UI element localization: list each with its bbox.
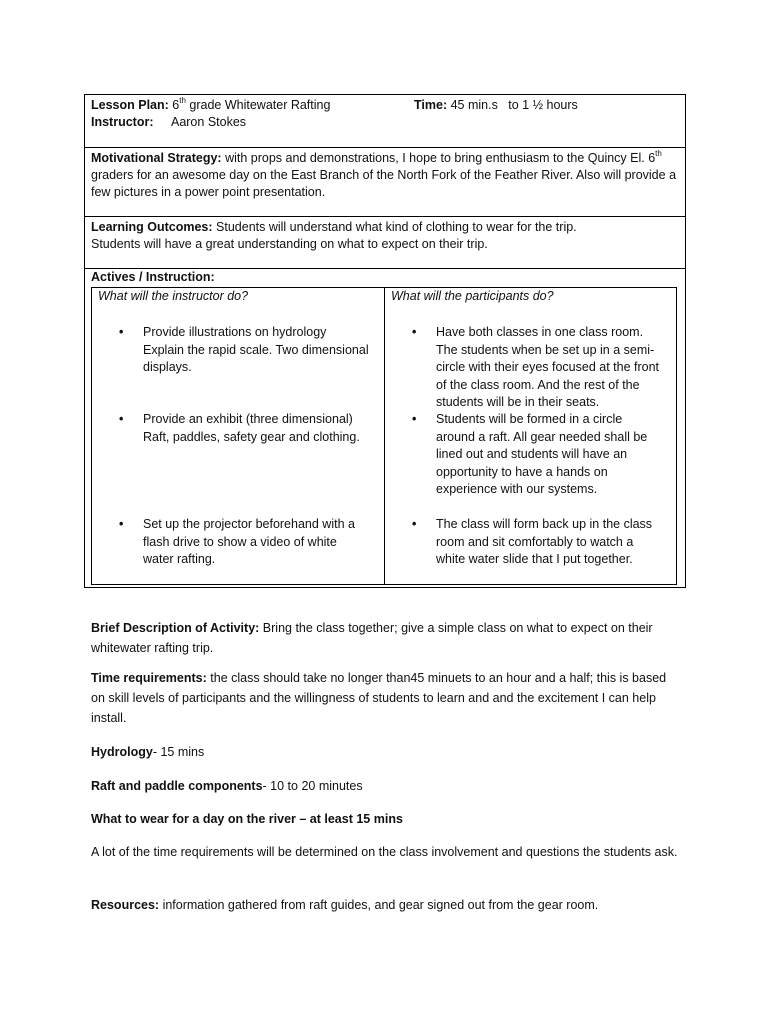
- instructor-item-text: Set up the projector beforehand with a flash drive to show a video of white water rafting.: [143, 517, 355, 566]
- instruction-label: Actives / Instruction:: [91, 270, 215, 284]
- motivational-label: Motivational Strategy:: [91, 151, 222, 165]
- bullet-mark: •: [412, 325, 417, 339]
- hydrology-text: - 15 mins: [152, 745, 205, 759]
- time-requirements: [91, 668, 681, 728]
- instruction-table: [91, 287, 677, 585]
- wear-line: [91, 809, 681, 829]
- motivational-row: [85, 148, 685, 217]
- time-label: Time:: [414, 98, 448, 112]
- bullet-mark: •: [119, 412, 124, 426]
- outcomes-line-1: [91, 219, 679, 236]
- brief-description-label: Brief Description of Activity:: [91, 621, 260, 635]
- instructor-name: Aaron Stokes: [170, 115, 247, 129]
- instructor-item-text: Provide an exhibit (three dimensional) Raft, paddles, safety gear and clothing.: [143, 412, 360, 444]
- participants-column-header: What will the participants do?: [391, 289, 554, 303]
- outcomes-row: [85, 217, 685, 269]
- hydrology-label: Hydrology: [91, 745, 153, 759]
- wear-label: What to wear for a day on the river – at least 15 mins: [91, 812, 403, 826]
- resources-label: Resources:: [91, 898, 160, 912]
- raft-label: Raft and paddle components: [91, 779, 263, 793]
- brief-description: [91, 618, 681, 658]
- motivational-text-b: graders for an awesome day on the East Branch of the North Fork of the Feather River. Also will provide a few pictures in a power point presentation.: [91, 168, 677, 199]
- time-requirements-label: Time requirements:: [91, 671, 207, 685]
- bullet-mark: •: [119, 517, 124, 531]
- outcomes-text-1: Students will understand what kind of clothing to wear for the trip.: [216, 220, 577, 234]
- lesson-plan-table: [84, 94, 686, 588]
- hydrology-line: [91, 742, 681, 762]
- instructor-line: [91, 114, 679, 131]
- participant-item-text: The class will form back up in the class room and sit comfortably to watch a white water slide that I put together.: [436, 517, 653, 566]
- time-value: 45 min.s to 1 ½ hours: [450, 98, 578, 112]
- bullet-mark: •: [412, 517, 417, 531]
- outcomes-text-2: Students will have a great understanding on what to expect on their trip.: [91, 237, 488, 251]
- instructor-item-text: Provide illustrations on hydrology Explain the rapid scale. Two dimensional displays.: [143, 325, 369, 374]
- time-requirements-text: the class should take no longer than45 minuets to an hour and a half; this is based on skill levels of participants and the willingness of students to learn and and the excitement I can help install.: [91, 671, 667, 725]
- instructor-column: [92, 288, 385, 584]
- grade-number: 6: [172, 98, 180, 112]
- resources-line: [91, 895, 681, 915]
- lesson-plan-label: Lesson Plan:: [91, 98, 169, 112]
- participants-column: [385, 288, 676, 584]
- involvement-paragraph: A lot of the time requirements will be determined on the class involvement and questions the students ask.: [91, 845, 678, 859]
- time-field: [414, 97, 578, 114]
- bullet-mark: •: [412, 412, 417, 426]
- outcomes-label: Learning Outcomes:: [91, 220, 213, 234]
- instructor-label: Instructor:: [91, 115, 154, 129]
- resources-text: information gathered from raft guides, and gear signed out from the gear room.: [162, 898, 599, 912]
- participant-item-text: Students will be formed in a circle around a raft. All gear needed shall be lined out and students will have an opportunity to have a hands on experience with our systems.: [436, 412, 648, 496]
- participant-item-text: Have both classes in one class room. The students when be set up in a semi-circle with their eyes focused at the front of the class room. And the rest of the students will be in their seats.: [436, 325, 660, 409]
- raft-line: [91, 776, 681, 796]
- motivational-text-a: with props and demonstrations, I hope to bring enthusiasm to the Quincy El. 6: [225, 151, 656, 165]
- raft-text: - 10 to 20 minutes: [262, 779, 363, 793]
- lesson-title: grade Whitewater Rafting: [189, 98, 331, 112]
- bullet-mark: •: [119, 325, 124, 339]
- lesson-plan-line: [91, 97, 679, 114]
- brief-description-text: Bring the class together; give a simple class on what to expect on their whitewater rafting trip.: [91, 621, 653, 655]
- lesson-header-row: [85, 95, 685, 148]
- instructor-column-header: What will the instructor do?: [98, 289, 249, 303]
- motivational-sup: th: [655, 149, 662, 158]
- grade-suffix: th: [179, 96, 186, 105]
- instruction-row: [85, 269, 685, 589]
